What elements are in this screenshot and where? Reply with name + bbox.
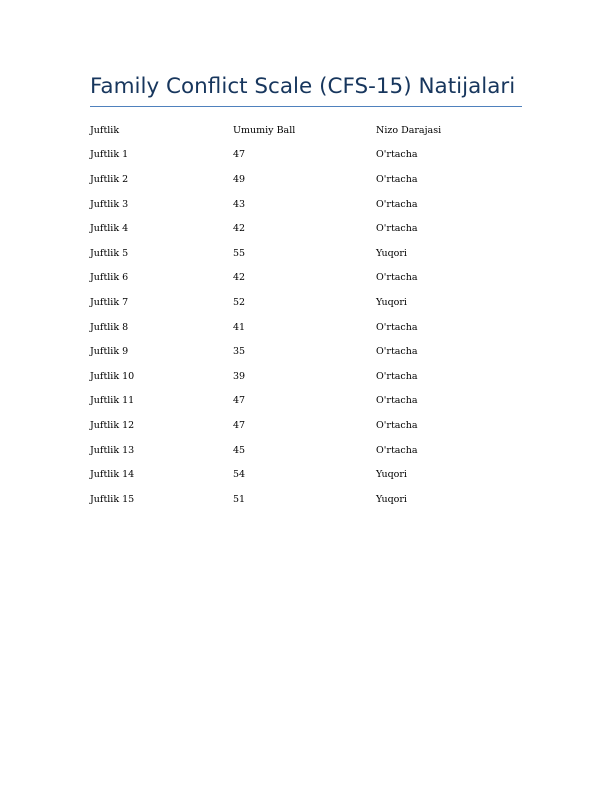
column-header-couple: Juftlik	[90, 124, 120, 136]
couple-cell: Juftlik 2	[90, 173, 129, 185]
score-cell: 39	[233, 370, 246, 382]
score-cell: 42	[233, 223, 246, 235]
couple-cell: Juftlik 5	[90, 247, 129, 259]
level-cell: O'rtacha	[376, 272, 418, 284]
table-row	[90, 315, 522, 340]
score-cell: 51	[233, 493, 246, 505]
table-row	[90, 413, 522, 438]
table-row	[90, 290, 522, 315]
score-cell: 47	[233, 419, 246, 431]
score-cell: 47	[233, 395, 246, 407]
table-row	[90, 192, 522, 217]
score-cell: 45	[233, 444, 246, 456]
couple-cell: Juftlik 6	[90, 272, 129, 284]
level-cell: Yuqori	[376, 296, 407, 308]
couple-cell: Juftlik 4	[90, 223, 129, 235]
level-cell: O'rtacha	[376, 149, 418, 161]
couple-cell: Juftlik 14	[90, 469, 135, 481]
table-row	[90, 438, 522, 463]
couple-cell: Juftlik 11	[90, 395, 135, 407]
couple-cell: Juftlik 1	[90, 149, 129, 161]
title-underline	[90, 106, 522, 107]
level-cell: Yuqori	[376, 247, 407, 259]
column-header-conflict-level: Nizo Darajasi	[376, 124, 442, 136]
couple-cell: Juftlik 3	[90, 198, 129, 210]
score-cell: 55	[233, 247, 246, 259]
column-header-total-score: Umumiy Ball	[233, 124, 296, 136]
table-row	[90, 389, 522, 414]
couple-cell: Juftlik 9	[90, 346, 129, 358]
score-cell: 52	[233, 296, 246, 308]
level-cell: O'rtacha	[376, 198, 418, 210]
score-cell: 47	[233, 149, 246, 161]
table-row	[90, 241, 522, 266]
couple-cell: Juftlik 10	[90, 370, 135, 382]
score-cell: 49	[233, 173, 246, 185]
results-table	[90, 118, 522, 512]
score-cell: 41	[233, 321, 246, 333]
table-row	[90, 364, 522, 389]
document-title: Family Conflict Scale (CFS-15) Natijalari	[90, 74, 516, 99]
table-row	[90, 266, 522, 291]
table-row	[90, 462, 522, 487]
table-row	[90, 216, 522, 241]
couple-cell: Juftlik 7	[90, 296, 129, 308]
table-header-row	[90, 118, 522, 143]
couple-cell: Juftlik 13	[90, 444, 135, 456]
level-cell: O'rtacha	[376, 173, 418, 185]
table-row	[90, 487, 522, 512]
level-cell: Yuqori	[376, 493, 407, 505]
couple-cell: Juftlik 15	[90, 493, 135, 505]
couple-cell: Juftlik 8	[90, 321, 129, 333]
level-cell: O'rtacha	[376, 346, 418, 358]
score-cell: 43	[233, 198, 246, 210]
level-cell: O'rtacha	[376, 321, 418, 333]
table-row	[90, 339, 522, 364]
couple-cell: Juftlik 12	[90, 419, 135, 431]
table-row	[90, 143, 522, 168]
table-row	[90, 167, 522, 192]
level-cell: Yuqori	[376, 469, 407, 481]
level-cell: O'rtacha	[376, 223, 418, 235]
level-cell: O'rtacha	[376, 370, 418, 382]
level-cell: O'rtacha	[376, 444, 418, 456]
level-cell: O'rtacha	[376, 395, 418, 407]
score-cell: 35	[233, 346, 246, 358]
level-cell: O'rtacha	[376, 419, 418, 431]
score-cell: 42	[233, 272, 246, 284]
score-cell: 54	[233, 469, 246, 481]
